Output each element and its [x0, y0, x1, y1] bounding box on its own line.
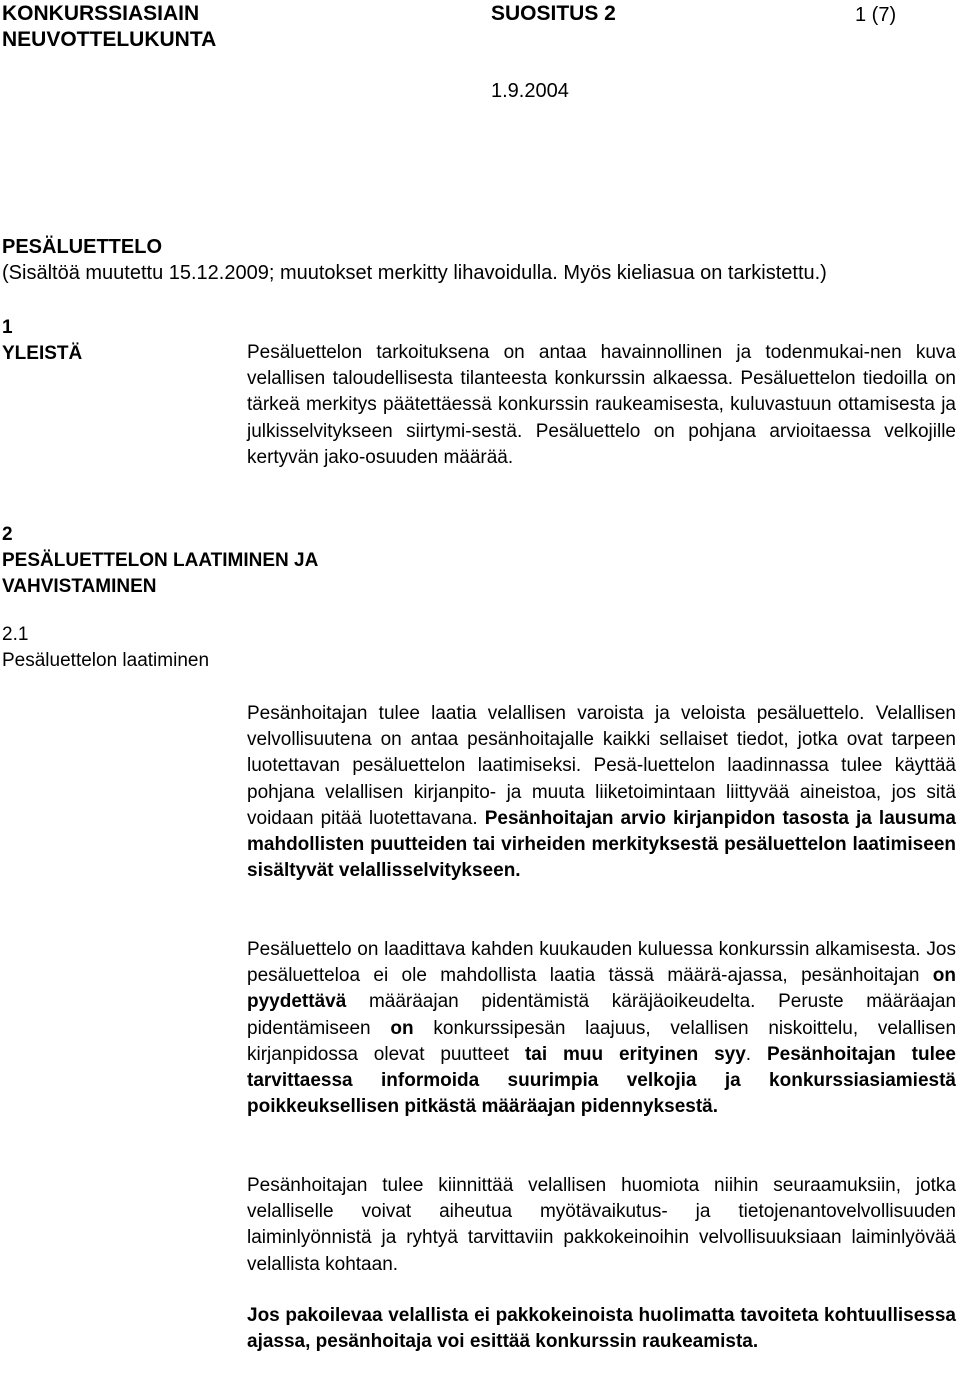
section-2-1-paragraph-2: [247, 937, 956, 1120]
document-date: 1.9.2004: [491, 80, 569, 102]
organization-name-line2: NEUVOTTELUKUNTA: [2, 28, 217, 51]
paragraph-1-text: Pesänhoitajan tulee laatia velallisen varoista ja veloista pesäluettelo. Velallisen velvollisuutena on antaa pesänhoitajalle kaikki sellaiset tiedot, jotka ovat tarpeen luotettavan pesäluettelon laatimiseksi. Pesä-luettelon laadinnassa tulee käyttää pohjana velallisen kirjanpito- ja muuta liiketoimintaan liittyvää aineistoa, jos sitä voidaan pitää luotettavana.: [247, 703, 956, 829]
paragraph-2-bold-2: on: [390, 1017, 414, 1039]
paragraph-2-text-4: .: [745, 1043, 752, 1065]
page-title: PESÄLUETTELO: [2, 236, 163, 258]
section-2-heading-line1: PESÄLUETTELON LAATIMINEN JA: [2, 550, 319, 571]
section-2-1-paragraph-1: [247, 701, 956, 884]
section-2-1-paragraph-4: Jos pakoilevaa velallista ei pakkokeinoista huolimatta tavoiteta kohtuullisessa ajassa, pesänhoitaja voi esittää konkurssin raukeamista.: [247, 1305, 956, 1353]
section-1-number: 1: [2, 317, 13, 338]
section-2-1-paragraph-3: Pesänhoitajan tulee kiinnittää velallisen huomiota niihin seuraamuksiin, jotka velalliselle voivat aiheutua myötävaikutus- ja tietojenantovelvollisuuden laiminlyönnistä ja ryhtyä tarvittaviin pakkokeinoihin velvollisuuksiaan laiminlyövää velallista kohtaan.: [247, 1175, 956, 1275]
section-1-heading: YLEISTÄ: [2, 343, 83, 364]
section-2-1-number: 2.1: [2, 624, 29, 645]
paragraph-2-bold-3: tai muu erityinen syy: [524, 1043, 746, 1065]
paragraph-2-bold-4: Pesänhoitajan tulee tarvittaessa informoida suurimpia velkojia ja konkurssiasiamiestä poikkeuksellisen pitkästä määräajan pidennyksestä.: [247, 1043, 957, 1118]
paragraph-1-bold-addition: Pesänhoitajan arvio kirjanpidon tasosta ja lausuma mahdollisten puutteiden tai virheiden merkityksestä pesäluettelon laatimiseen sisältyvät velallisselvitykseen.: [247, 807, 956, 882]
revision-note: (Sisältöä muutettu 15.12.2009; muutokset merkitty lihavoidulla. Myös kieliasua on tarkistettu.): [2, 262, 827, 284]
section-2-number: 2: [2, 524, 13, 545]
document-type: SUOSITUS 2: [491, 2, 616, 25]
section-2-heading-line2: VAHVISTAMINEN: [2, 576, 157, 597]
paragraph-2-bold-1: on pyydettävä: [247, 965, 956, 1013]
section-1-paragraph: Pesäluettelon tarkoituksena on antaa havainnollinen ja todenmukai-nen kuva velallisen taloudellisesta tilanteesta konkurssin alkaessa. Pesäluettelon tiedoilla on tärkeä merkitys päätettäessä konkurssin raukeamisesta, kuluvastuun ottamisesta ja julkisselvitykseen siirtymi-sestä. Pesäluettelo on pohjana arvioitaessa velkojille kertyvän jako-osuuden määrää.: [247, 342, 956, 468]
paragraph-2-text-1: Pesäluettelo on laadittava kahden kuukauden kuluessa konkurssin alkamisesta. Jos pesäluetteloa ei ole mahdollista laatia tässä määrä-ajassa, pesänhoitajan: [247, 939, 956, 987]
section-2-1-heading: Pesäluettelon laatiminen: [2, 650, 210, 671]
paragraph-2-text-2: määräajan pidentämistä käräjäoikeudelta. Peruste määräajan pidentämiseen: [247, 991, 957, 1039]
paragraph-2-text-3: konkurssipesän laajuus, velallisen niskoittelu, velallisen kirjanpidossa olevat puutteet: [247, 1017, 957, 1065]
page-number: 1 (7): [855, 4, 897, 26]
organization-name-line1: KONKURSSIASIAIN: [2, 2, 200, 25]
